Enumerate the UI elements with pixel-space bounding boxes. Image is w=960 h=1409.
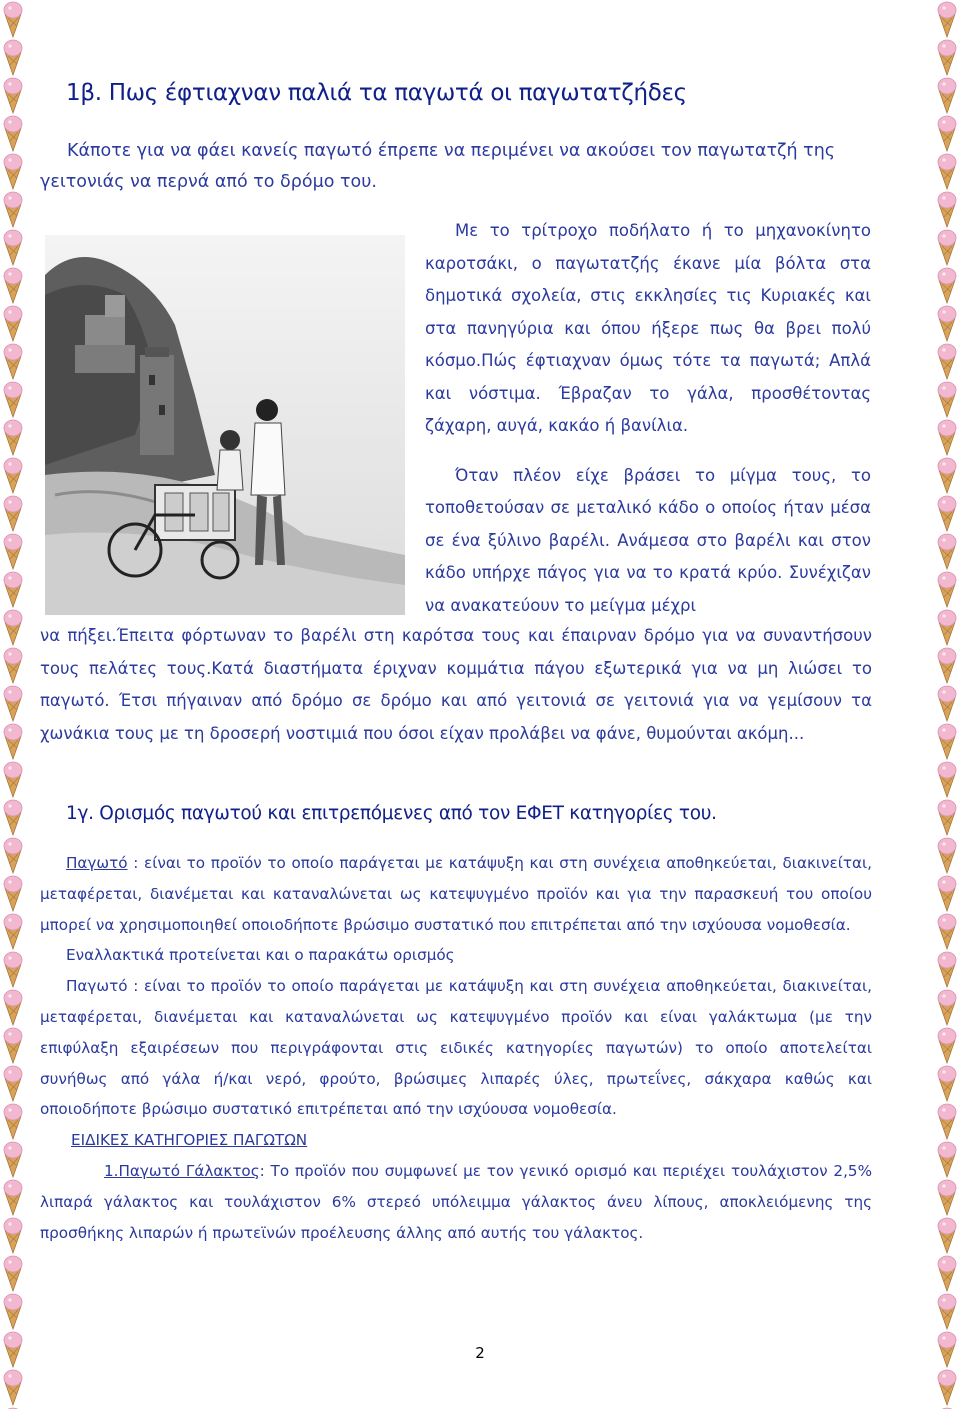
ice-cream-cone-icon xyxy=(2,152,24,190)
ice-cream-cone-icon xyxy=(936,874,958,912)
ice-cream-cone-icon xyxy=(936,722,958,760)
ice-cream-cone-icon xyxy=(936,418,958,456)
ice-cream-cone-icon xyxy=(2,1292,24,1330)
ice-cream-cone-icon xyxy=(2,532,24,570)
ice-cream-cone-icon xyxy=(936,76,958,114)
ice-cream-cone-icon xyxy=(936,988,958,1026)
ice-cream-cone-icon xyxy=(2,988,24,1026)
ice-cream-cone-icon xyxy=(936,760,958,798)
ice-cream-cone-icon xyxy=(936,494,958,532)
ice-cream-cone-icon xyxy=(936,1102,958,1140)
ice-cream-cone-icon xyxy=(936,342,958,380)
ice-cream-cone-icon xyxy=(2,76,24,114)
ice-cream-cone-icon xyxy=(2,266,24,304)
ice-cream-cone-icon xyxy=(936,684,958,722)
tricycle-paragraph: Με το τρίτροχο ποδήλατο ή το μηχανοκίνητο καροτσάκι, ο παγωτατζής έκανε μία βόλτα στα δημοτικά σχολεία, στις εκκλησίες τις Κυριακές και στα πανηγύρια και όπου ήξερε πως θα βρει πολύ κόσμο.Πώς έφτιαχναν όμως τότε τα παγωτά; Απλά και νόστιμα. Έβραζαν το γάλα, προσθέτοντας ζάχαρη, αυγά, κακάο ή βανίλια. xyxy=(425,221,871,435)
category-item-1-term: 1.Παγωτό Γάλακτος xyxy=(104,1161,260,1180)
ice-cream-cone-icon xyxy=(2,1330,24,1368)
ice-cream-cone-icon xyxy=(2,304,24,342)
ice-cream-cone-icon xyxy=(2,228,24,266)
ice-cream-cone-icon xyxy=(2,38,24,76)
ice-cream-cone-icon xyxy=(2,608,24,646)
ice-cream-cone-icon xyxy=(2,1140,24,1178)
ice-cream-cone-icon xyxy=(936,114,958,152)
definition-2: Παγωτό : είναι το προϊόν το οποίο παράγεται με κατάψυξη και στη συνέχεια αποθηκεύεται, διακινείται, μεταφέρεται, διανέμεται και καταναλώνεται ως κατεψυγμένο προϊόν και είναι γαλάκτωμα (με την επιφύλαξη εξαιρέσεων που περιγράφονται στις ειδικές κατηγορίες παγωτών) το οποίο αποτελείται συνήθως από γάλα ή/και νερό, φρούτο, βρώσιμες λιπαρές ύλες, πρωτεΐνες, σάκχαρα καθώς και οποιοδήποτε βρώσιμο συστατικό επιτρέπεται από την ισχύουσα νομοθεσία. xyxy=(40,977,872,1119)
definition-1 xyxy=(40,848,872,940)
ice-cream-cone-icon xyxy=(936,950,958,988)
ice-cream-cone-icon xyxy=(2,836,24,874)
ice-cream-cone-icon xyxy=(936,190,958,228)
category-item-1-text: : Το προϊόν που συμφωνεί με τον γενικό ορισμό και περιέχει τουλάχιστον 2,5% λιπαρά γάλακτος και τουλάχιστον 6% στερεό υπόλειμμα γάλακτος άνευ λίπους, αποκλειόμενης της προσθήκης λιπαρών ή πρωτεϊνών προέλευσης άλλης από αυτής του γάλακτος. xyxy=(40,1161,873,1242)
ice-cream-cone-icon xyxy=(2,418,24,456)
ice-cream-cone-icon xyxy=(2,684,24,722)
section-title-1b: 1β. Πως έφτιαχναν παλιά τα παγωτά οι παγωτατζήδες xyxy=(66,80,687,106)
ice-cream-cone-icon xyxy=(2,1026,24,1064)
ice-cream-cone-icon xyxy=(936,1178,958,1216)
page-number: 2 xyxy=(475,1344,485,1362)
delivery-paragraph: να πήξει.Έπειτα φόρτωναν το βαρέλι στη καρότσα τους και έπαιρναν δρόμο για να συναντήσουν τους πελάτες τους.Κατά διαστήματα έριχναν κομμάτια πάγου εξωτερικά για να μη λιώσει το παγωτό. Έτσι πήγαιναν από δρόμο σε δρόμο και από γειτονιά σε γειτονιά για να γεμίσουν τα χωνάκια τους με τη δροσερή νοστιμιά που όσοι είχαν προλάβει να φάνε, θυμούνται ακόμη... xyxy=(40,626,872,743)
ice-cream-cone-icon xyxy=(2,912,24,950)
ice-cream-cone-icon xyxy=(936,304,958,342)
ice-cream-cone-icon xyxy=(936,912,958,950)
ice-cream-cone-icon xyxy=(936,646,958,684)
ice-cream-cone-icon xyxy=(2,1254,24,1292)
definition-1-text: : είναι το προϊόν το οποίο παράγεται με κατάψυξη και στη συνέχεια αποθηκεύεται, διακινείται, μεταφέρεται, διανέμεται και καταναλώνεται ως κατεψυγμένο προϊόν και για την παρασκευή του οποίου μπορεί να χρησιμοποιηθεί οποιοδήποτε βρώσιμο συστατικό που επιτρέπεται από την ισχύουσα νομοθεσία. xyxy=(40,854,872,934)
ice-cream-cone-icon xyxy=(2,950,24,988)
ice-cream-cone-icon xyxy=(936,1330,958,1368)
ice-cream-cone-icon xyxy=(936,1292,958,1330)
decorative-border-right xyxy=(934,0,960,1409)
ice-cream-cone-icon xyxy=(2,494,24,532)
alternative-intro: Εναλλακτικά προτείνεται και ο παρακάτω ορισμός xyxy=(66,946,455,965)
ice-cream-cone-icon xyxy=(936,38,958,76)
ice-cream-cone-icon xyxy=(2,456,24,494)
ice-cream-cone-icon xyxy=(2,1178,24,1216)
ice-cream-vendor-photo xyxy=(45,235,405,615)
decorative-border-left xyxy=(0,0,26,1409)
intro-paragraph: Κάποτε για να φάει κανείς παγωτό έπρεπε να περιμένει να ακούσει τον παγωτατζή της γειτονιάς να περνά από το δρόμο του. xyxy=(40,141,836,192)
mixing-paragraph: Όταν πλέον είχε βράσει το μίγμα τους, το τοποθετούσαν σε μεταλικό κάδο ο οποίος ήταν μέσα σε ένα ξύλινο βαρέλι. Ανάμεσα στο βαρέλι και στον κάδο υπήρχε πάγος για να το κρατά κρύο. Συνέχιζαν να ανακατεύουν το μείγμα μέχρι xyxy=(425,465,871,615)
ice-cream-cone-icon xyxy=(936,266,958,304)
ice-cream-cone-icon xyxy=(2,1102,24,1140)
ice-cream-cone-icon xyxy=(2,722,24,760)
ice-cream-cone-icon xyxy=(936,228,958,266)
ice-cream-cone-icon xyxy=(936,570,958,608)
ice-cream-cone-icon xyxy=(2,0,24,38)
ice-cream-cone-icon xyxy=(936,798,958,836)
ice-cream-cone-icon xyxy=(936,836,958,874)
ice-cream-cone-icon xyxy=(936,532,958,570)
ice-cream-cone-icon xyxy=(936,152,958,190)
ice-cream-cone-icon xyxy=(936,1140,958,1178)
ice-cream-cone-icon xyxy=(2,874,24,912)
ice-cream-cone-icon xyxy=(2,1064,24,1102)
category-item-1 xyxy=(40,1156,872,1248)
ice-cream-cone-icon xyxy=(936,1254,958,1292)
section-title-1c: 1γ. Ορισμός παγωτού και επιτρεπόμενες από τον ΕΦΕΤ κατηγορίες του. xyxy=(66,803,717,824)
ice-cream-cone-icon xyxy=(936,0,958,38)
ice-cream-cone-icon xyxy=(2,798,24,836)
ice-cream-cone-icon xyxy=(2,760,24,798)
ice-cream-cone-icon xyxy=(936,456,958,494)
ice-cream-cone-icon xyxy=(2,646,24,684)
ice-cream-cone-icon xyxy=(936,1026,958,1064)
document-page xyxy=(40,0,920,1409)
ice-cream-cone-icon xyxy=(2,570,24,608)
definition-1-term: Παγωτό xyxy=(66,854,128,872)
ice-cream-cone-icon xyxy=(936,380,958,418)
ice-cream-cone-icon xyxy=(936,1064,958,1102)
ice-cream-cone-icon xyxy=(936,608,958,646)
definitions-block xyxy=(40,848,872,1248)
categories-heading: ΕΙΔΙΚΕΣ ΚΑΤΗΓΟΡΙΕΣ ΠΑΓΩΤΩΝ xyxy=(71,1131,308,1150)
right-text-column xyxy=(425,215,871,622)
ice-cream-cone-icon xyxy=(2,190,24,228)
ice-cream-cone-icon xyxy=(2,114,24,152)
ice-cream-cone-icon xyxy=(2,1368,24,1406)
ice-cream-cone-icon xyxy=(936,1216,958,1254)
ice-cream-cone-icon xyxy=(2,1216,24,1254)
ice-cream-cone-icon xyxy=(2,380,24,418)
ice-cream-cone-icon xyxy=(2,342,24,380)
ice-cream-cone-icon xyxy=(936,1368,958,1406)
